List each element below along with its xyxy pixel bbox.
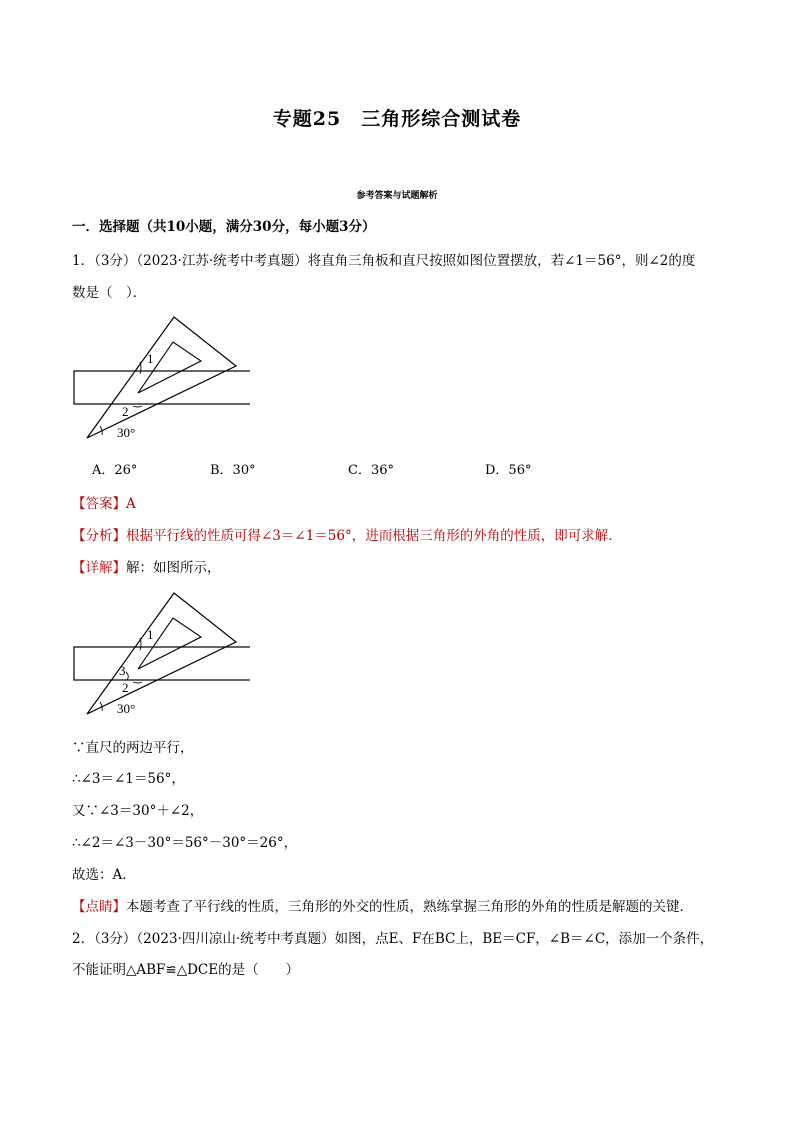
angle-2-arc <box>133 682 142 683</box>
triangle-ruler-figure-1 <box>70 312 250 446</box>
detail-tag: 【详解】 <box>72 560 126 576</box>
answer-value: A <box>126 496 136 512</box>
solution-step-1: ∵直尺的两边平行， <box>72 740 194 756</box>
solution-step-2: ∴∠3＝∠1＝56°， <box>72 771 185 787</box>
answer-tag: 【答案】 <box>72 496 126 512</box>
triangle-ruler-figure-2 <box>70 588 250 722</box>
detail-line <box>72 558 221 578</box>
angle-3-label: 3 <box>119 663 126 678</box>
solution-step-5: 故选：A． <box>72 867 136 883</box>
angle-1-arc <box>140 362 141 374</box>
ruler <box>74 371 250 404</box>
angle-2-arc <box>133 406 142 407</box>
angle-30-label: 30° <box>117 701 136 716</box>
set-square-outer <box>87 593 236 714</box>
section-heading: 一．选择题（共10小题，满分30分，每小题3分） <box>72 219 376 235</box>
angle-2-label: 2 <box>122 404 129 419</box>
comment-line <box>72 897 693 917</box>
set-square-outer <box>87 317 236 438</box>
angle-30-arc <box>100 702 102 711</box>
detail-text: 解：如图所示， <box>126 560 221 576</box>
question-1-line-1: 1．（3分）（2023·江苏·统考中考真题）将直角三角板和直尺按照如图位置摆放，若∠1＝56°，则∠2的度 <box>72 253 696 269</box>
solution-step-4: ∴∠2＝∠3－30°＝56°－30°＝26°， <box>72 835 298 851</box>
analysis-text: 根据平行线的性质可得∠3＝∠1＝56°，进而根据三角形的外角的性质，即可求解． <box>126 528 622 544</box>
answer-line <box>72 494 136 514</box>
page-subtitle: 参考答案与试题解析 <box>356 191 438 201</box>
comment-text: 本题考查了平行线的性质，三角形的外交的性质，熟练掌握三角形的外角的性质是解题的关键． <box>126 899 693 915</box>
set-square-inner <box>138 342 201 393</box>
angle-1-label: 1 <box>147 351 154 366</box>
set-square-inner <box>138 618 201 669</box>
angle-2-label: 2 <box>122 680 129 695</box>
ruler <box>74 647 250 680</box>
question-2-line-2: 不能证明△ABF≌△DCE的是（ ） <box>72 962 300 978</box>
option-a: A．26° <box>92 463 138 478</box>
page-title: 专题25 三角形综合测试卷 <box>272 108 522 130</box>
angle-30-label: 30° <box>117 425 136 440</box>
angle-1-arc <box>140 638 141 650</box>
angle-30-arc <box>100 426 102 435</box>
solution-step-3: 又∵∠3＝30°＋∠2， <box>72 803 204 819</box>
analysis-tag: 【分析】 <box>72 528 126 544</box>
option-c: C．36° <box>348 463 394 478</box>
option-b: B．30° <box>210 463 256 478</box>
question-1-line-2: 数是（ ）． <box>72 285 147 301</box>
comment-tag: 【点睛】 <box>72 899 126 915</box>
option-d: D．56° <box>485 463 532 478</box>
analysis-line <box>72 526 622 546</box>
angle-1-label: 1 <box>147 627 154 642</box>
angle-3-arc <box>126 672 128 680</box>
question-2-line-1: 2．（3分）（2023·四川凉山·统考中考真题）如图，点E、F在BC上，BE＝CF，∠B＝∠C，添加一个条件， <box>72 931 714 947</box>
